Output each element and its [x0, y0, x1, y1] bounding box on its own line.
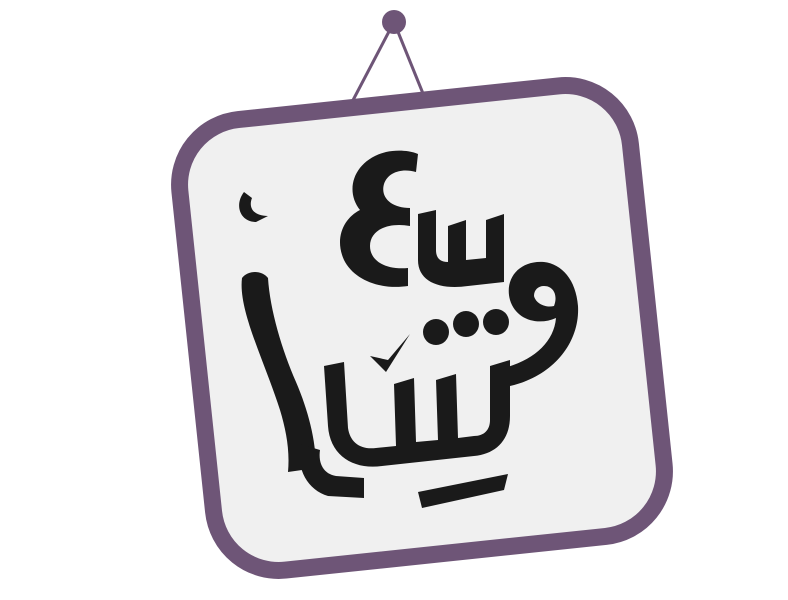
hanger-nail-icon	[382, 10, 406, 34]
shin-dot-right	[483, 309, 509, 335]
hanger-string-left	[351, 22, 394, 104]
waw-letter	[504, 262, 578, 386]
alef-stroke	[242, 272, 316, 472]
ayn-letter	[340, 151, 418, 287]
shin-dot-middle	[453, 311, 479, 337]
sign-board	[164, 70, 681, 587]
shin-dot-left	[423, 319, 449, 345]
hamza-mark	[239, 192, 268, 222]
kasra-mark	[418, 474, 508, 508]
hamza-check-mark	[370, 334, 410, 372]
shin-letter	[324, 360, 510, 467]
arabic-calligraphy-logo-icon	[182, 88, 661, 567]
ba-letter	[418, 210, 504, 287]
